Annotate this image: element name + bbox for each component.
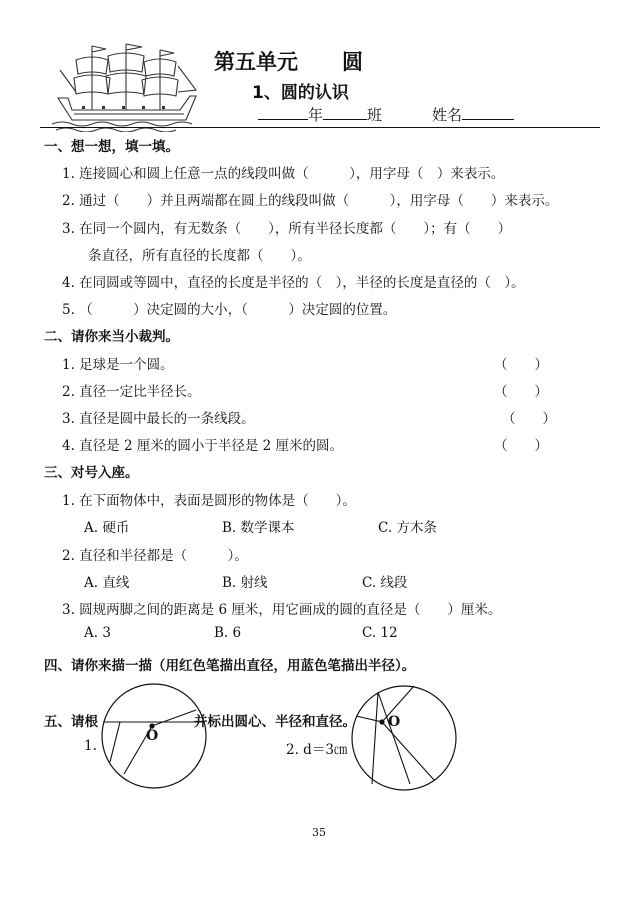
grade-blank[interactable] [258, 105, 308, 120]
section1-item-2[interactable]: 2. 通过（ ）并且两端都在圆上的线段叫做（ ），用字母（ ）来表示。 [62, 193, 559, 209]
section3-q3-option-b[interactable]: B. 6 [214, 625, 242, 641]
name-blank[interactable] [462, 105, 514, 120]
circle-diagram-right[interactable] [348, 682, 460, 794]
class-blank[interactable] [323, 105, 367, 120]
section1-item-3[interactable]: 3. 在同一个圆内，有无数条（ ），所有半径长度都（ ）；有（ ） [62, 221, 512, 237]
section3-heading: 三、对号入座。 [44, 465, 139, 481]
sailing-ship-icon [52, 40, 200, 132]
section1-item-1[interactable]: 1. 连接圆心和圆上任意一点的线段叫做（ ），用字母（ ）来表示。 [62, 166, 505, 182]
header-divider [40, 127, 600, 128]
class-label: 班 [367, 106, 383, 124]
section2-item-4: 4. 直径是 2 厘米的圆小于半径是 2 厘米的圆。 [62, 438, 344, 454]
section5-item-2: 2. d＝3㎝ [286, 742, 348, 758]
section3-q1-option-b[interactable]: B. 数学课本 [222, 520, 295, 536]
section3-q2[interactable]: 2. 直径和半径都是（ ）。 [62, 548, 248, 564]
section4-heading: 四、请你来描一描（用红色笔描出直径，用蓝色笔描出半径）。 [44, 658, 416, 674]
section2-item-1: 1. 足球是一个圆。 [62, 357, 174, 373]
student-info-line [258, 104, 514, 125]
section1-item-5[interactable]: 5. （ ）决定圆的大小，（ ）决定圆的位置。 [62, 302, 397, 318]
section3-q3-option-a[interactable]: A. 3 [84, 625, 111, 641]
center-label-left: O [146, 728, 159, 744]
section2-answer-2[interactable]: （ ） [494, 384, 548, 400]
section3-q1[interactable]: 1. 在下面物体中，表面是圆形的物体是（ ）。 [62, 493, 356, 509]
name-label: 姓名 [432, 106, 463, 124]
section3-q2-option-a[interactable]: A. 直线 [84, 575, 130, 591]
page-number: 35 [312, 826, 326, 839]
section3-q2-option-b[interactable]: B. 射线 [222, 575, 268, 591]
section2-answer-1[interactable]: （ ） [494, 357, 548, 373]
page-title: 第五单元 圆 [214, 50, 363, 74]
section3-q2-option-c[interactable]: C. 线段 [362, 575, 408, 591]
section5-heading-start: 五、请根 [44, 714, 98, 730]
section1-heading: 一、想一想，填一填。 [44, 139, 179, 155]
section3-q1-option-c[interactable]: C. 方木条 [378, 520, 437, 536]
section1-item-4[interactable]: 4. 在同圆或等圆中，直径的长度是半径的（ ），半径的长度是直径的（ ）。 [62, 275, 525, 291]
center-label-right: O [388, 714, 401, 730]
section3-q1-option-a[interactable]: A. 硬币 [84, 520, 130, 536]
section2-item-2: 2. 直径一定比半径长。 [62, 384, 201, 400]
section5-heading-end: 并标出圆心、半径和直径。 [194, 714, 356, 730]
page-subtitle: 1、圆的认识 [252, 83, 349, 103]
section1-item-3-cont[interactable]: 条直径，所有直径的长度都（ ）。 [88, 248, 311, 264]
section3-q3-option-c[interactable]: C. 12 [362, 625, 398, 641]
section2-heading: 二、请你来当小裁判。 [44, 329, 179, 345]
section3-q3[interactable]: 3. 圆规两脚之间的距离是 6 厘米，用它画成的圆的直径是（ ）厘米。 [62, 602, 502, 618]
section2-item-3: 3. 直径是圆中最长的一条线段。 [62, 411, 255, 427]
section2-answer-3[interactable]: （ ） [502, 411, 556, 427]
section5-item-1: 1. [84, 738, 97, 754]
grade-label: 年 [308, 106, 324, 124]
section2-answer-4[interactable]: （ ） [494, 438, 548, 454]
